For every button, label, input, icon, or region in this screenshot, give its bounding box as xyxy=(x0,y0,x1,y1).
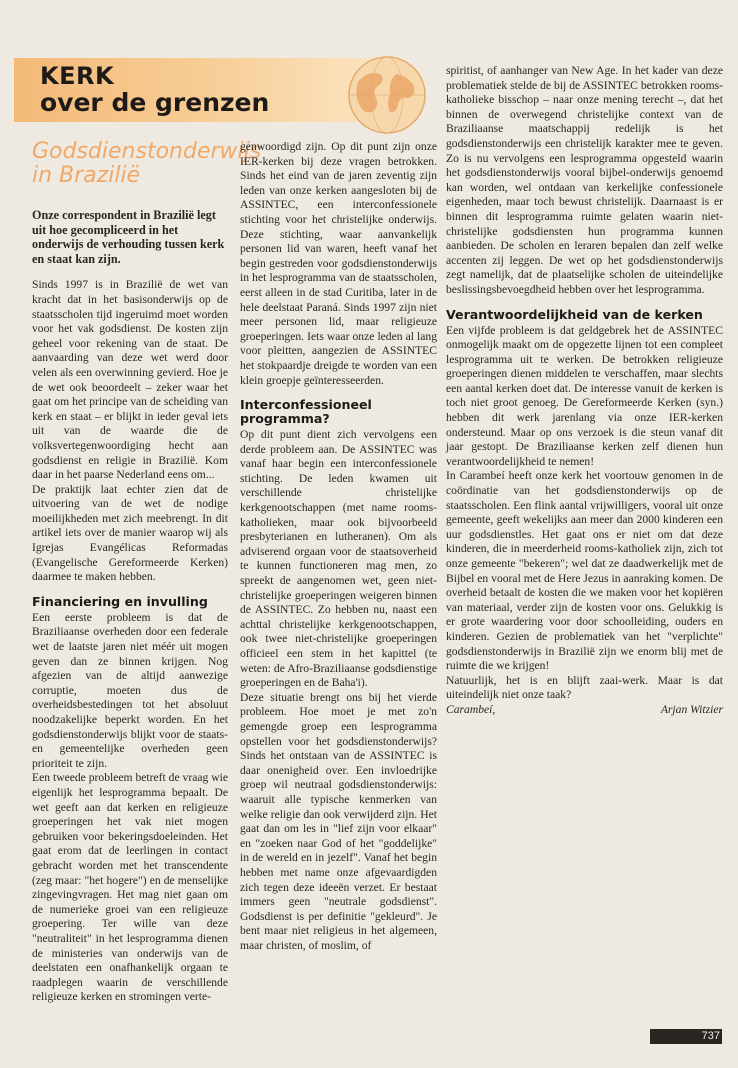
paragraph: Natuurlijk, het is en blijft zaai-werk. Maar is dat uiteindelijk niet onze taak? xyxy=(446,673,723,702)
place-name: Carambeí, xyxy=(446,702,496,716)
paragraph: Op dit punt dient zich vervolgens een derde probleem aan. De ASSINTEC was vanaf haar begin een interconfessionele stichting. De leden kwamen uit verschillende christelijke kerkgenootschappen (met name rooms-katholieken, maar ook bijvoorbeeld presbyterianen en lutheranen). Om als adviserend orgaan voor de staatsoverheid te kunnen functioneren mag men, zo spreekt de aangenomen wet, geen niet-christelijke groeperingen weigeren binnen de ASSINTEC. Zo hebben nu, naast een achttal christelijke kerkgenootschappen, ook twee niet-christelijke groeperingen officieel een stem in het kapittel (te weten: de Afro-Braziliaanse godsdienstige groeperingen en de Baha'i). xyxy=(240,428,437,690)
article-lead: Onze correspondent in Brazilië legt uit hoe gecompliceerd in het onderwijs de verhouding tussen kerk en staat kan zijn. xyxy=(32,208,225,266)
section-header xyxy=(14,58,434,128)
paragraph: In Carambeí heeft onze kerk het voortouw genomen in de coördinatie van het godsdienstonderwijs op de staatsscholen. Een flink aantal vrijwilligers, vooral uit onze gemeente, geeft wekelijks aan meer dan 2000 kinderen een uur godsdienstles. Het gaat ons er niet om dat deze kinderen, die in meerderheid rooms-katholiek zijn, zich tot onze gemeente "bekeren"; wel dat ze daadwerkelijk met de Bijbel en vooral met de Here Jezus in aanraking komen. De overheid betaalt de kosten die we maken voor het kopiëren van materiaal, verder zijn de kosten voor ons. Gelukkig is er grote waardering voor door schoolleiding, ouders en kinderen. Gezien de problematiek van het "verplichte" godsdienstonderwijs in Brazilië zijn we enorm blij met de ruimte die we krijgen! xyxy=(446,469,723,673)
page-number: 737 xyxy=(650,1029,722,1044)
globe-icon xyxy=(344,52,430,138)
author-name: Arjan Witzier xyxy=(660,702,723,716)
article-title-line-1: Godsdienstonderwijs xyxy=(32,139,262,164)
section-kicker: KERK xyxy=(40,62,115,90)
column-3 xyxy=(446,64,723,718)
paragraph: Een tweede probleem betreft de vraag wie eigenlijk het lesprogramma bepaalt. De wet geeft aan dat kerken en religieuze groeperingen het vak niet mogen gebruiken voor bekeringsdoeleinden. Het gaat erom dat de leerlingen in contact gebracht worden met het transcendente (zeg maar: "het hogere") en de menselijke zingevingvragen. Het mag niet gaan om de numerieke groei van een religieuze groepering. Ter wille van deze "neutraliteit" in het lesprogramma dienen de ministeries van onderwijs van de deelstaten een onafhankelijk orgaan te raadplegen waarin de verschillende religieuze kerken en stromingen verte- xyxy=(32,771,228,1004)
paragraph: spiritist, of aanhanger van New Age. In het kader van deze problematiek stelde de bij de ASSINTEC betrokken rooms-katholieke bisschop – naar onze mening terecht –, dat het binnen de overwegend christelijke context van de Braziliaanse maatschappij redelijk is het godsdienstonderwijs een christelijk karakter mee te geven. Zo is nu vervolgens een lesprogramma opgesteld waarin het godsdienstonderwijs vooral bijbel-onderwijs genoemd kan worden, wel ontdaan van kerkelijke confessionele eigenheden, maar toch bewust christelijk. Daarnaast is er binnen dit lesprogramma ruimte gelaten waarin niet-christelijke godsdiensten hun programma kunnen aanbieden. De scholen en leraren bepalen dan zelf welke accenten zij leggen. De wet op het godsdienstonderwijs zegt namelijk, dat de plaatselijke scholen de uiteindelijke beslissingsbevoegdheid hebben over het lesprogramma. xyxy=(446,64,723,296)
paragraph: De praktijk laat echter zien dat de uitvoering van de wet de nodige moeilijkheden met zich meebrengt. In dit artikel iets over de manier waarop wij als Igrejas Evangélicas Reformadas (Evangelische Gereformeerde Kerken) daarmee te maken hebben. xyxy=(32,482,228,584)
subheading: Verantwoordelijkheid van de kerken xyxy=(446,306,703,322)
paragraph: Een eerste probleem is dat de Braziliaanse overheden door een federale wet de laatste jaren niet méér uit mogen geven dan ze binnen krijgen. Nog afgezien van de altijd aanwezige corruptie, moeten dus de overheidsbestedingen tot het absoluut noodzakelijke beperkt worden. En het godsdienstonderwijs blijkt voor de staats- en gemeentelijke overheden geen prioriteit te zijn. xyxy=(32,610,228,770)
paragraph: genwoordigd zijn. Op dit punt zijn onze IER-kerken bij deze vragen betrokken. Sinds het eind van de jaren zeventig zijn leden van onze kerken aangesloten bij de ASSINTEC, een interconfessionele stichting voor het christelijke onderwijs. Deze stichting, waar aanvankelijk personen lid van waren, heeft vanaf het begin gestreden voor godsdienstonderwijs in het lesprogramma van de staatsscholen, eerst alleen in de stad Curitiba, later in de hele deelstaat Paraná. Sinds 1997 zijn niet meer personen lid, maar religieuze groeperingen. Iets waar onze leden al lang voor pleitten, aangezien de ASSINTEC het stokpaardje dreigde te worden van een klein groepje geïnteresseerden. xyxy=(240,140,437,387)
signature-line xyxy=(446,703,723,718)
subheading: Financiering en invulling xyxy=(32,593,208,609)
column-1 xyxy=(32,139,262,1005)
paragraph: Deze situatie brengt ons bij het vierde probleem. Hoe moet je met zo'n gemengde groep een lesprogramma opstellen voor het godsdienstonderwijs? Sinds het ontstaan van de ASSINTEC is daar onenigheid over. Een invloedrijke groep wil neutraal godsdienstonderwijs: waaruit alle typische kenmerken van welke religie dan ook verwijderd zijn. Het gaat dan om les in "lief zijn voor elkaar" en "zoeken naar God of het "goddelijke" in de wereld en in jezelf". Vanaf het begin hebben met name onze afgevaardigden zich tegen deze ideeën verzet. Er bestaat immers geen "neutrale godsdienst". Godsdienst is per definitie "gekleurd". Je bent maar niet religieus in het algemeen, maar christen, of moslim, of xyxy=(240,690,437,952)
subheading: Interconfessioneel programma? xyxy=(240,397,372,427)
paragraph: Sinds 1997 is in Brazilië de wet van kracht dat in het basisonderwijs op de staatsscholen tijd ingeruimd moet worden voor het vak godsdienst. De kosten zijn geheel voor rekening van de staat. De aanvaarding van deze wet werd door velen als een overwinning gevierd. Hoe je de wet ook beoordeelt – zeker waar het gaat om het principe van de scheiding van kerk en staat – er blijkt in ieder geval iets uit van de waarde die de volksvertegenwoordiging hecht aan godsdienst en religie in Brazilië. Kom daar in het paarse Nederland eens om... xyxy=(32,278,228,482)
column-2 xyxy=(240,140,437,953)
paragraph: Een vijfde probleem is dat geldgebrek het de ASSINTEC onmogelijk maakt om de opgezette lijnen tot een compleet lesprogramma uit te werken. De betrokken religieuze groeperingen dienen middelen te verschaffen, maar slechts een aantal kerken doet dat. De interesse vanuit de kerken is toch niet groot genoeg. De Gereformeerde Kerken (syn.) hebben dit werk jarenlang via onze IER-kerken ondersteund. Maar op ons verzoek is die steun vanaf dit jaar gestopt. De Braziliaanse kerken zelf dienen hun verantwoordelijkheid te nemen! xyxy=(446,323,723,468)
article-title-line-2: in Brazilië xyxy=(32,163,141,188)
section-title: over de grenzen xyxy=(40,88,270,117)
article-title xyxy=(32,139,262,188)
